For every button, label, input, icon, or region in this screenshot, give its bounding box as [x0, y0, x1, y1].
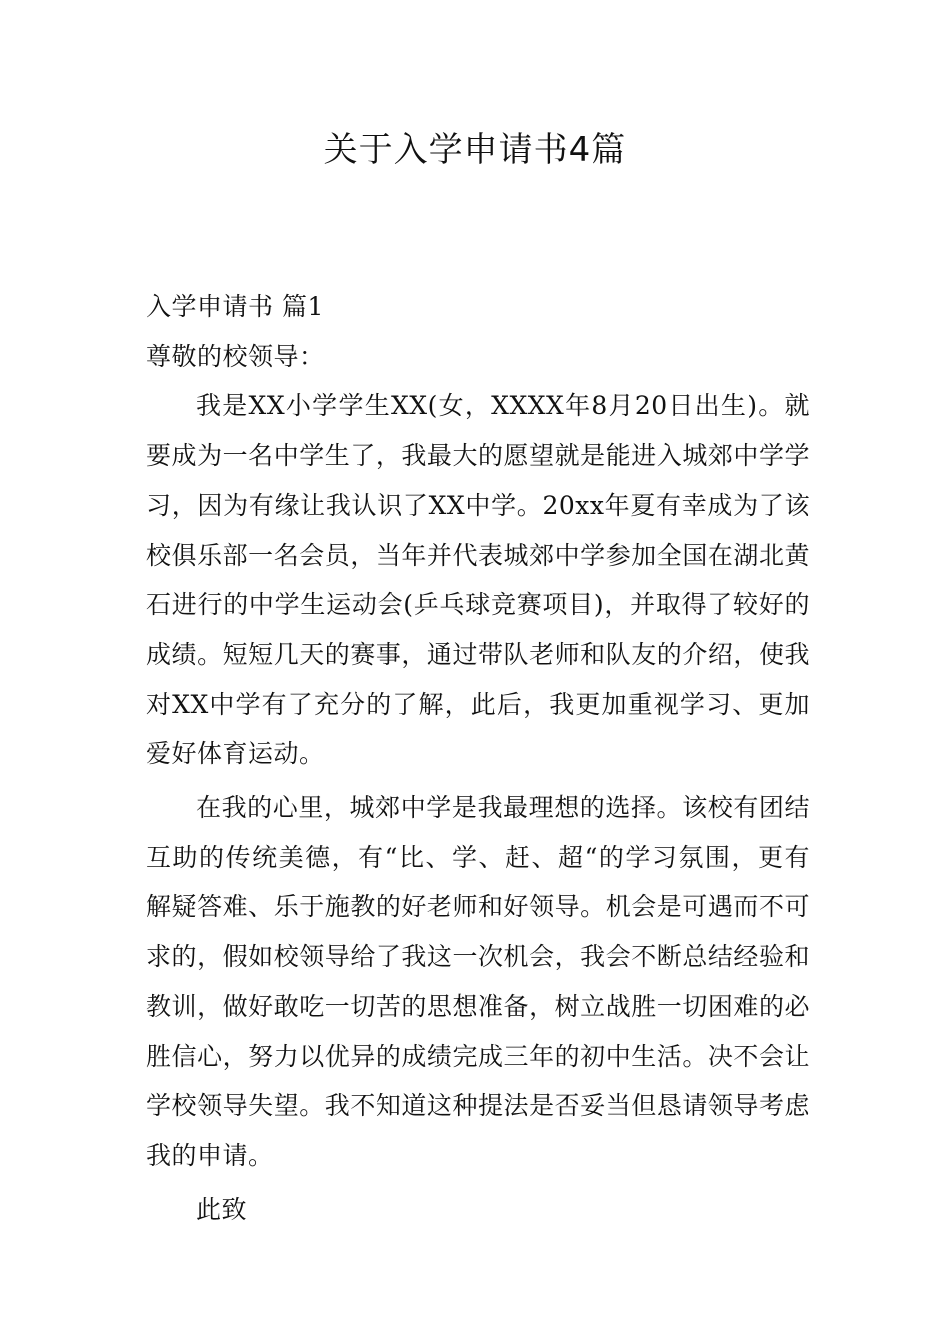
- body-paragraph-1: 我是XX小学学生XX(女，XXXX年8月20日出生)。就要成为一名中学生了，我最大的愿望就是能进入城郊中学学习，因为有缘让我认识了XX中学。20xx年夏有幸成为了该校俱乐部一名会员，当年并代表城郊中学参加全国在湖北黄石进行的中学生运动会(乒乓球竞赛项目)，并取得了较好的成绩。短短几天的赛事，通过带队老师和队友的介绍，使我对XX中学有了充分的了解，此后，我更加重视学习、更加爱好体育运动。: [146, 391, 810, 769]
- closing-text: 此致: [196, 1194, 248, 1224]
- document-body: [146, 282, 810, 1234]
- body-paragraph-2: 在我的心里，城郊中学是我最理想的选择。该校有团结互助的传统美德，有“比、学、赶、超“的学习氛围，更有解疑答难、乐于施教的好老师和好领导。机会是可遇而不可求的，假如校领导给了我这一次机会，我会不断总结经验和教训，做好敢吃一切苦的思想准备，树立战胜一切困难的必胜信心，努力以优异的成绩完成三年的初中生活。决不会让学校领导失望。我不知道这种提法是否妥当但恳请领导考虑我的申请。: [146, 793, 810, 1170]
- document-title: 关于入学申请书4篇: [323, 130, 627, 170]
- section-heading: 入学申请书 篇1: [146, 292, 324, 321]
- salutation: 尊敬的校领导：: [146, 341, 325, 371]
